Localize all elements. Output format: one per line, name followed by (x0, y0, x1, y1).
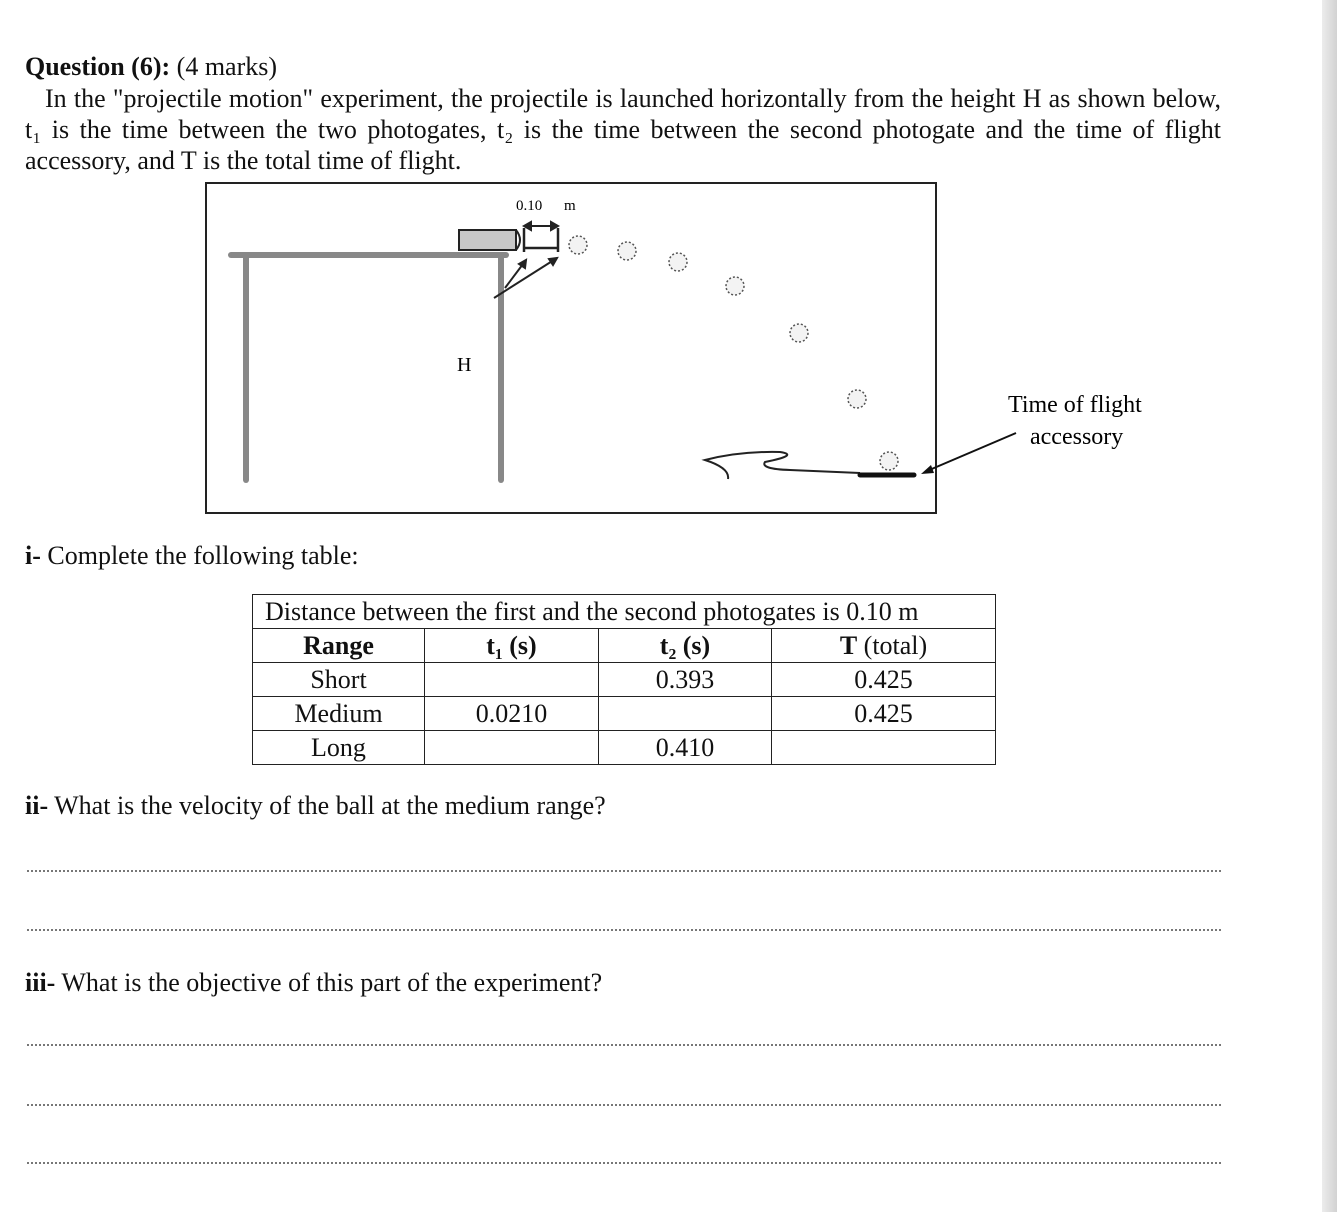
accessory-arrowhead (921, 465, 934, 474)
figure-frame (206, 183, 936, 513)
table-caption: Distance between the first and the second photogates is 0.10 m (253, 595, 996, 629)
distance-marker (524, 222, 558, 230)
part-1-text: Complete the following table: (47, 541, 359, 570)
cell-range: Medium (253, 697, 425, 731)
cell-t2: 0.393 (599, 663, 772, 697)
question-marks: (4 marks) (176, 52, 278, 81)
page-edge-shadow (1322, 0, 1337, 1212)
table-row (253, 697, 996, 731)
part-2-number: ii- (25, 791, 49, 820)
cell-total: 0.425 (772, 663, 996, 697)
cell-total[interactable] (772, 731, 996, 765)
answer-line[interactable] (27, 927, 1221, 931)
distance-unit: m (564, 198, 576, 214)
header-range: Range (253, 629, 425, 663)
cell-total: 0.425 (772, 697, 996, 731)
header-t1: t₁ (s) (425, 629, 599, 663)
part-3-text: What is the objective of this part of the experiment? (61, 968, 603, 997)
answer-line[interactable] (27, 1042, 1221, 1046)
results-table (252, 594, 996, 765)
launcher (459, 230, 520, 250)
cell-range: Long (253, 731, 425, 765)
floor-line (705, 452, 860, 479)
table-row (253, 731, 996, 765)
part-3-number: iii- (25, 968, 56, 997)
cell-t1[interactable] (425, 663, 599, 697)
part-1-number: i- (25, 541, 41, 570)
header-t2: t₂ (s) (599, 629, 772, 663)
distance-label: 0.10 (516, 198, 543, 214)
cell-t1[interactable] (425, 731, 599, 765)
answer-line[interactable] (27, 868, 1221, 872)
cell-range: Short (253, 663, 425, 697)
question-heading (25, 52, 277, 82)
part-1 (25, 541, 359, 571)
question-intro: In the "projectile motion" experiment, the projectile is launched horizontally from the height H as shown below, t₁ is the time between the two photogates, t₂ is the time between the second photogate and the time of flight accessory, and T is the total time of flight. (25, 84, 1221, 175)
question-label: Question (6): (25, 52, 171, 81)
table-header-row (253, 629, 996, 663)
lab-table (231, 255, 506, 480)
table-row (253, 663, 996, 697)
accessory-label-line1: Time of flight (1008, 392, 1142, 418)
pointer-arrows (494, 258, 557, 298)
answer-line[interactable] (27, 1102, 1221, 1106)
cell-t1: 0.0210 (425, 697, 599, 731)
header-total-time: T (total) (772, 629, 996, 663)
cell-t2[interactable] (599, 697, 772, 731)
height-label: H (457, 354, 472, 376)
accessory-label-line2: accessory (1030, 424, 1124, 450)
part-2 (25, 791, 606, 821)
part-3 (25, 968, 602, 998)
trajectory-balls (569, 236, 898, 470)
answer-line[interactable] (27, 1160, 1221, 1164)
part-2-text: What is the velocity of the ball at the medium range? (54, 791, 606, 820)
photogates (524, 228, 558, 252)
cell-t2: 0.410 (599, 731, 772, 765)
